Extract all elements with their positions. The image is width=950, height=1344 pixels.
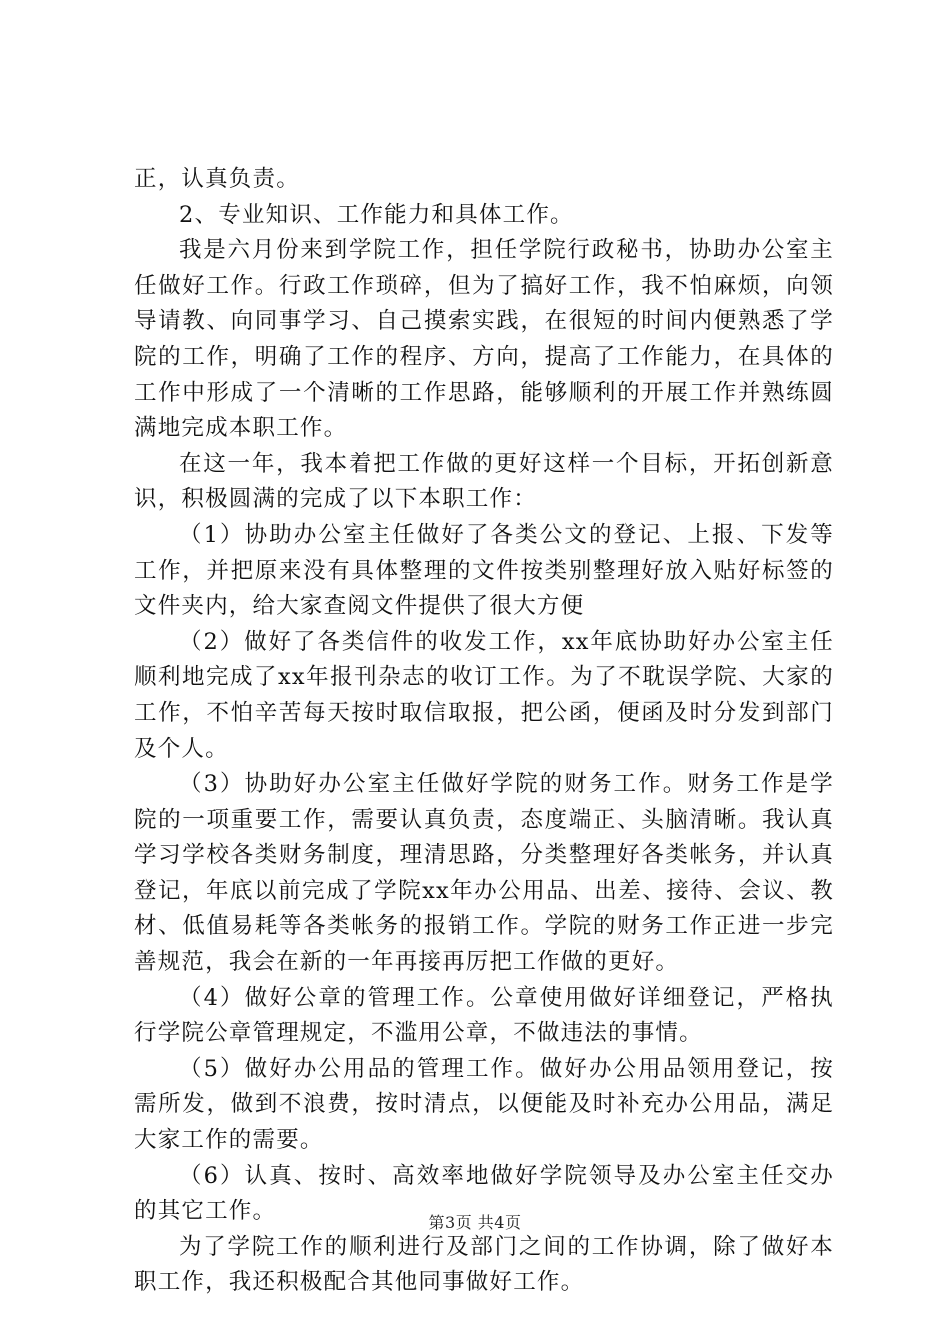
paragraph: 我是六月份来到学院工作，担任学院行政秘书，协助办公室主任做好工作。行政工作琐碎，但为了搞好工作，我不怕麻烦，向领导请教、向同事学习、自己摸索实践，在很短的时间内便熟悉了学院的工作，明确了工作的程序、方向，提高了工作能力，在具体的工作中形成了一个清晰的工作思路，能够顺利的开展工作并熟练圆满地完成本职工作。 xyxy=(134,237,834,442)
page-number: 第3页 共4页 xyxy=(428,1213,522,1232)
list-item: （6）认真、按时、高效率地做好学院领导及办公室主任交办的其它工作。 xyxy=(134,1162,834,1225)
section-heading: 2、专业知识、工作能力和具体工作。 xyxy=(179,201,574,228)
page-footer xyxy=(0,1213,950,1233)
list-item: （4）做好公章的管理工作。公章使用做好详细登记，严格执行学院公章管理规定，不滥用公章，不做违法的事情。 xyxy=(134,984,834,1047)
paragraph-continuation: 正，认真负责。 xyxy=(134,166,300,192)
list-item: （3）协助好办公室主任做好学院的财务工作。财务工作是学院的一项重要工作，需要认真负责，态度端正、头脑清晰。我认真学习学校各类财务制度，理清思路，分类整理好各类帐务，并认真登记，年底以前完成了学院xx年办公用品、出差、接待、会议、教材、低值易耗等各类帐务的报销工作。学院的财务工作正进一步完善规范，我会在新的一年再接再厉把工作做的更好。 xyxy=(134,771,834,976)
list-item: （5）做好办公用品的管理工作。做好办公用品领用登记，按需所发，做到不浪费，按时清点，以便能及时补充办公用品，满足大家工作的需要。 xyxy=(134,1055,834,1154)
list-item: （2）做好了各类信件的收发工作，xx年底协助好办公室主任顺利地完成了xx年报刊杂志的收订工作。为了不耽误学院、大家的工作，不怕辛苦每天按时取信取报，把公函，便函及时分发到部门及个人。 xyxy=(134,628,834,762)
document-body xyxy=(134,162,834,1301)
paragraph: 在这一年，我本着把工作做的更好这样一个目标，开拓创新意识，积极圆满的完成了以下本职工作： xyxy=(134,450,834,513)
paragraph: 为了学院工作的顺利进行及部门之间的工作协调，除了做好本职工作，我还积极配合其他同事做好工作。 xyxy=(134,1233,834,1296)
list-item: （1）协助办公室主任做好了各类公文的登记、上报、下发等工作，并把原来没有具体整理的文件按类别整理好放入贴好标签的文件夹内，给大家查阅文件提供了很大方便 xyxy=(134,521,834,620)
